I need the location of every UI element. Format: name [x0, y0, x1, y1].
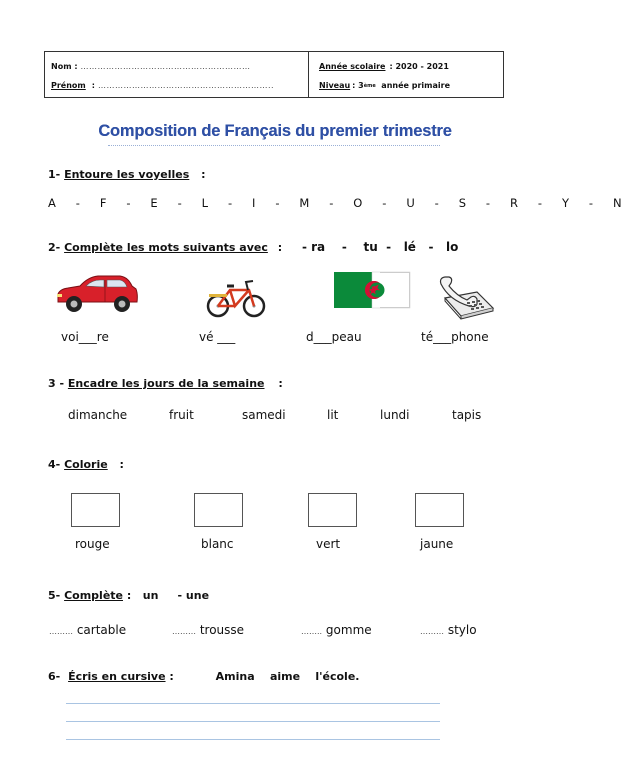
q2-word-3: d___peau — [306, 330, 362, 344]
q1-number: 1- — [48, 168, 61, 181]
question-5 — [48, 589, 209, 602]
color-label-vert: vert — [316, 537, 341, 551]
q6-sentence: Amina aime l'école. — [215, 670, 360, 683]
question-6 — [48, 670, 359, 683]
bicycle-icon — [205, 276, 267, 320]
q3-word-1: dimanche — [68, 408, 128, 422]
color-label-jaune: jaune — [420, 537, 454, 551]
q5-word-4: stylo — [447, 623, 477, 637]
q3-word-6: tapis — [452, 408, 482, 422]
question-1 — [48, 168, 206, 181]
q5-word-2: trousse — [199, 623, 245, 637]
q5-options: : un - une — [126, 589, 210, 602]
color-box-rouge[interactable] — [71, 493, 120, 527]
q6-colon: : — [169, 670, 174, 683]
level-prefix: : 3 — [352, 81, 364, 90]
prenom-blank: …………………………………………………….. — [97, 81, 275, 90]
q5-item-2 — [172, 623, 244, 637]
q6-number: 6- — [48, 670, 61, 683]
q5-item-4 — [420, 623, 477, 637]
q3-number: 3 - — [48, 377, 65, 390]
school-year — [319, 57, 493, 76]
q5-blank-4: ……… — [420, 627, 444, 636]
color-box-blanc[interactable] — [194, 493, 243, 527]
color-label-rouge: rouge — [75, 537, 110, 551]
student-fields — [45, 52, 309, 97]
student-info-box — [44, 51, 504, 98]
level-sup: ème — [363, 82, 376, 89]
car-icon — [54, 272, 140, 316]
level-suffix: année primaire — [375, 81, 450, 90]
nom-label: Nom : — [51, 62, 78, 71]
writing-line-2[interactable] — [66, 721, 440, 722]
level — [319, 76, 493, 95]
q2-colon: : — [277, 241, 283, 254]
title-underline — [108, 145, 440, 146]
q6-instruction: Écris en cursive — [68, 670, 166, 683]
q3-instruction: Encadre les jours de la semaine — [67, 377, 265, 390]
q5-blank-1: ……… — [49, 627, 73, 636]
prenom-colon: : — [91, 81, 95, 90]
q5-item-1 — [49, 623, 126, 637]
q3-word-2: fruit — [169, 408, 194, 422]
writing-line-3[interactable] — [66, 739, 440, 740]
level-label: Niveau — [319, 81, 351, 90]
question-2 — [48, 240, 458, 254]
q3-word-4: lit — [327, 408, 339, 422]
writing-line-1[interactable] — [66, 703, 440, 704]
q2-word-2: vé ___ — [199, 330, 236, 344]
prenom-field — [51, 76, 302, 95]
letter-sequence: A - F - E - L - I - M - O - U - S - R - Y - N — [48, 196, 622, 210]
color-box-jaune[interactable] — [415, 493, 464, 527]
color-label-blanc: blanc — [201, 537, 234, 551]
q3-word-5: lundi — [380, 408, 410, 422]
q5-blank-3: …….. — [301, 627, 323, 636]
q5-number: 5- — [48, 589, 61, 602]
q1-instruction: Entoure les voyelles — [64, 168, 190, 181]
q5-blank-2: ……… — [172, 627, 196, 636]
q2-instruction: Complète les mots suivants avec — [64, 241, 268, 254]
q5-word-1: cartable — [76, 623, 127, 637]
q5-instruction: Complète — [64, 589, 123, 602]
q2-word-4: té___phone — [421, 330, 489, 344]
q2-word-1: voi___re — [61, 330, 109, 344]
nom-blank: …………………………………………………… — [80, 62, 251, 71]
q4-number: 4- — [48, 458, 61, 471]
page-title: Composition de Français du premier trimestre — [98, 122, 452, 140]
q2-number: 2- — [48, 241, 61, 254]
q4-instruction: Colorie — [64, 458, 108, 471]
q3-colon: : — [278, 377, 283, 390]
q3-word-3: samedi — [242, 408, 286, 422]
question-4 — [48, 458, 124, 471]
q2-syllables: - ra - tu - lé - lo — [301, 240, 459, 254]
q1-colon: : — [201, 168, 206, 181]
nom-field — [51, 57, 302, 76]
q4-colon: : — [119, 458, 124, 471]
telephone-icon — [437, 274, 497, 320]
school-year-label: Année scolaire — [319, 62, 386, 71]
school-year-value: : 2020 - 2021 — [389, 62, 449, 71]
q5-item-3 — [301, 623, 372, 637]
prenom-label: Prénom — [51, 81, 86, 90]
question-3 — [48, 377, 283, 390]
school-info — [309, 52, 503, 97]
color-box-vert[interactable] — [308, 493, 357, 527]
flag-emblem-icon — [344, 275, 388, 305]
q5-word-3: gomme — [325, 623, 372, 637]
